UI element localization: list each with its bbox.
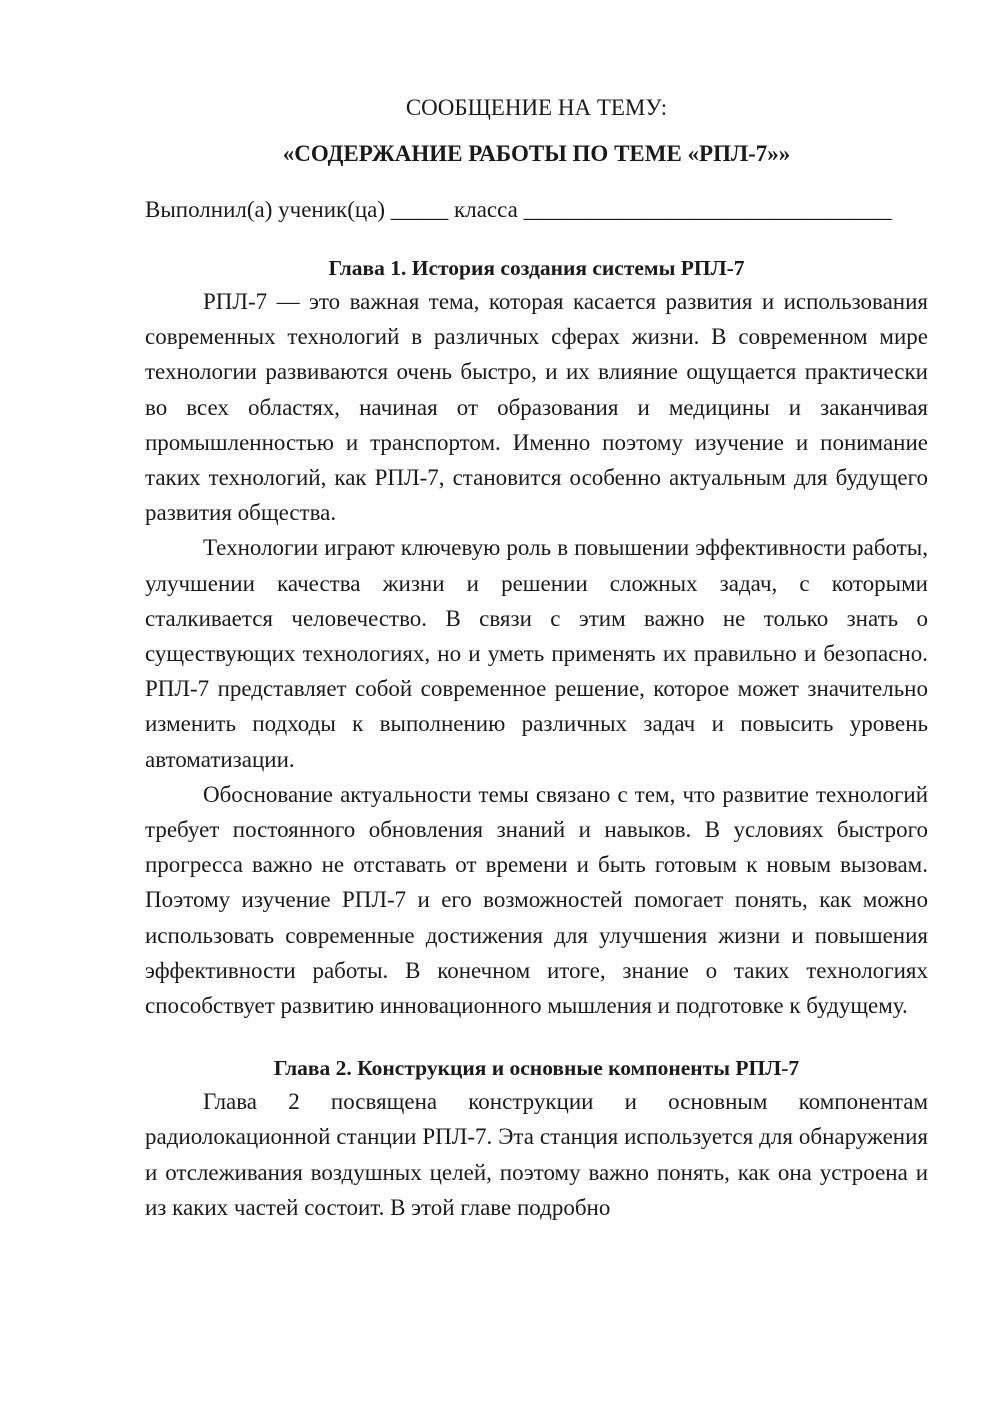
chapter-1-paragraph-2: Технологии играют ключевую роль в повышении эффективности работы, улучшении качества жизни и решении сложных задач, с которыми сталкивается человечество. В связи с этим важно не только знать о существующих технологиях, но и уметь применять их правильно и безопасно. РПЛ-7 представляет собой современное решение, которое может значительно изменить подходы к выполнению различных задач и повысить уровень автоматизации. (145, 535, 928, 772)
document-page (145, 92, 928, 1225)
chapter-1-paragraph-1: РПЛ-7 — это важная тема, которая касается развития и использования современных технологий в различных сферах жизни. В современном мире технологии развиваются очень быстро, и их влияние ощущается практически во всех областях, начиная от образования и медицины и заканчивая промышленностью и транспортом. Именно поэтому изучение и понимание таких технологий, как РПЛ-7, становится особенно актуальным для будущего развития общества. (145, 289, 928, 526)
document-title: «СОДЕРЖАНИЕ РАБОТЫ ПО ТЕМЕ «РПЛ-7»» (282, 141, 791, 166)
chapter-1-heading: Глава 1. История создания системы РПЛ-7 (328, 256, 745, 280)
chapter-2-heading: Глава 2. Конструкция и основные компоненты РПЛ-7 (273, 1056, 800, 1081)
chapter-2-paragraph-1: Глава 2 посвящена конструкции и основным компонентам радиолокационной станции РПЛ-7. Эта станция используется для обнаружения и отслеживания воздушных целей, поэтому важно понять, как она устроена и из каких частей состоит. В этой главе подробно (145, 1089, 928, 1220)
header-subtitle: СООБЩЕНИЕ НА ТЕМУ: (405, 95, 668, 120)
chapter-1-paragraph-3: Обоснование актуальности темы связано с тем, что развитие технологий требует постоянного обновления знаний и навыков. В условиях быстрого прогресса важно не отставать от времени и быть готовым к новым вызовам. Поэтому изучение РПЛ-7 и его возможностей помогает понять, как можно использовать современные достижения для улучшения жизни и повышения эффективности работы. В конечном итоге, знание о таких технологиях способствует развитию инновационного мышления и подготовке к будущему. (145, 781, 928, 1019)
author-line: Выполнил(а) ученик(ца) _____ класса ________________________________ (145, 197, 892, 222)
